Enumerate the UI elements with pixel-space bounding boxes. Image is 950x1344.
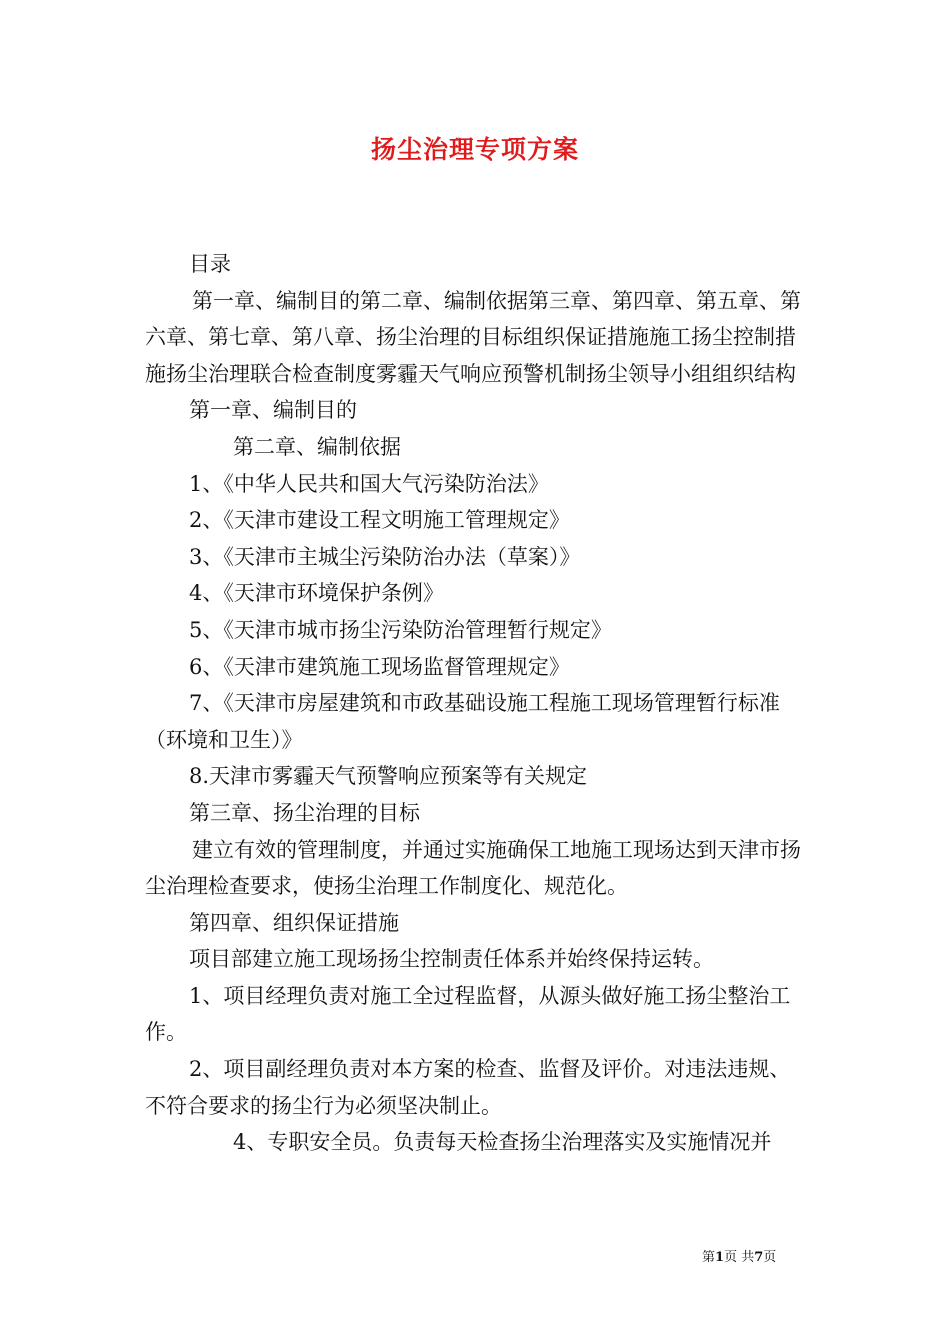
chapter-2-heading: 第二章、编制依据 — [233, 434, 401, 459]
document-body — [145, 246, 810, 1161]
current-page: 1 — [715, 1250, 725, 1265]
page-suffix: 页 — [763, 1250, 777, 1265]
page-prefix: 第 — [702, 1250, 716, 1265]
basis-item-4: 4、《天津市环境保护条例》 — [189, 581, 444, 606]
chapter-4-item-4: 4、专职安全员。负责每天检查扬尘治理落实及实施情况并 — [233, 1130, 772, 1155]
chapter-1-heading: 第一章、编制目的 — [189, 398, 357, 423]
total-pages: 7 — [754, 1250, 764, 1265]
chapter-3-heading: 第三章、扬尘治理的目标 — [189, 800, 420, 825]
chapter-4-intro: 项目部建立施工现场扬尘控制责任体系并始终保持运转。 — [189, 947, 714, 972]
chapter-4-heading: 第四章、组织保证措施 — [189, 910, 399, 935]
toc-heading: 目录 — [189, 252, 231, 276]
chapter-3-body: 建立有效的管理制度，并通过实施确保工地施工现场达到天津市扬尘治理检查要求，使扬尘治理工作制度化、规范化。 — [145, 837, 801, 899]
basis-item-6: 6、《天津市建筑施工现场监督管理规定》 — [189, 654, 570, 679]
toc-body: 第一章、编制目的第二章、编制依据第三章、第四章、第五章、第六章、第七章、第八章、扬尘治理的目标组织保证措施施工扬尘控制措施扬尘治理联合检查制度雾霾天气响应预警机制扬尘领导小组组织结构 — [145, 288, 801, 386]
document-title: 扬尘治理专项方案 — [370, 135, 579, 164]
basis-item-5: 5、《天津市城市扬尘污染防治管理暂行规定》 — [189, 617, 612, 642]
basis-item-2: 2、《天津市建设工程文明施工管理规定》 — [189, 508, 570, 533]
basis-item-1: 1、《中华人民共和国大气污染防治法》 — [189, 471, 549, 496]
page-number — [702, 1246, 776, 1265]
chapter-4-item-1: 1、项目经理负责对施工全过程监督，从源头做好施工扬尘整治工作。 — [145, 983, 791, 1045]
basis-item-3: 3、《天津市主城尘污染防治办法（草案）》 — [189, 544, 581, 569]
page-middle: 页 共 — [724, 1250, 755, 1265]
chapter-4-item-2: 2、项目副经理负责对本方案的检查、监督及评价。对违法违规、不符合要求的扬尘行为必须坚决制止。 — [145, 1057, 791, 1118]
basis-item-7: 7、《天津市房屋建筑和市政基础设施工程施工现场管理暂行标准（环境和卫生）》 — [145, 691, 780, 752]
basis-item-8: 8.天津市雾霾天气预警响应预案等有关规定 — [189, 764, 588, 789]
